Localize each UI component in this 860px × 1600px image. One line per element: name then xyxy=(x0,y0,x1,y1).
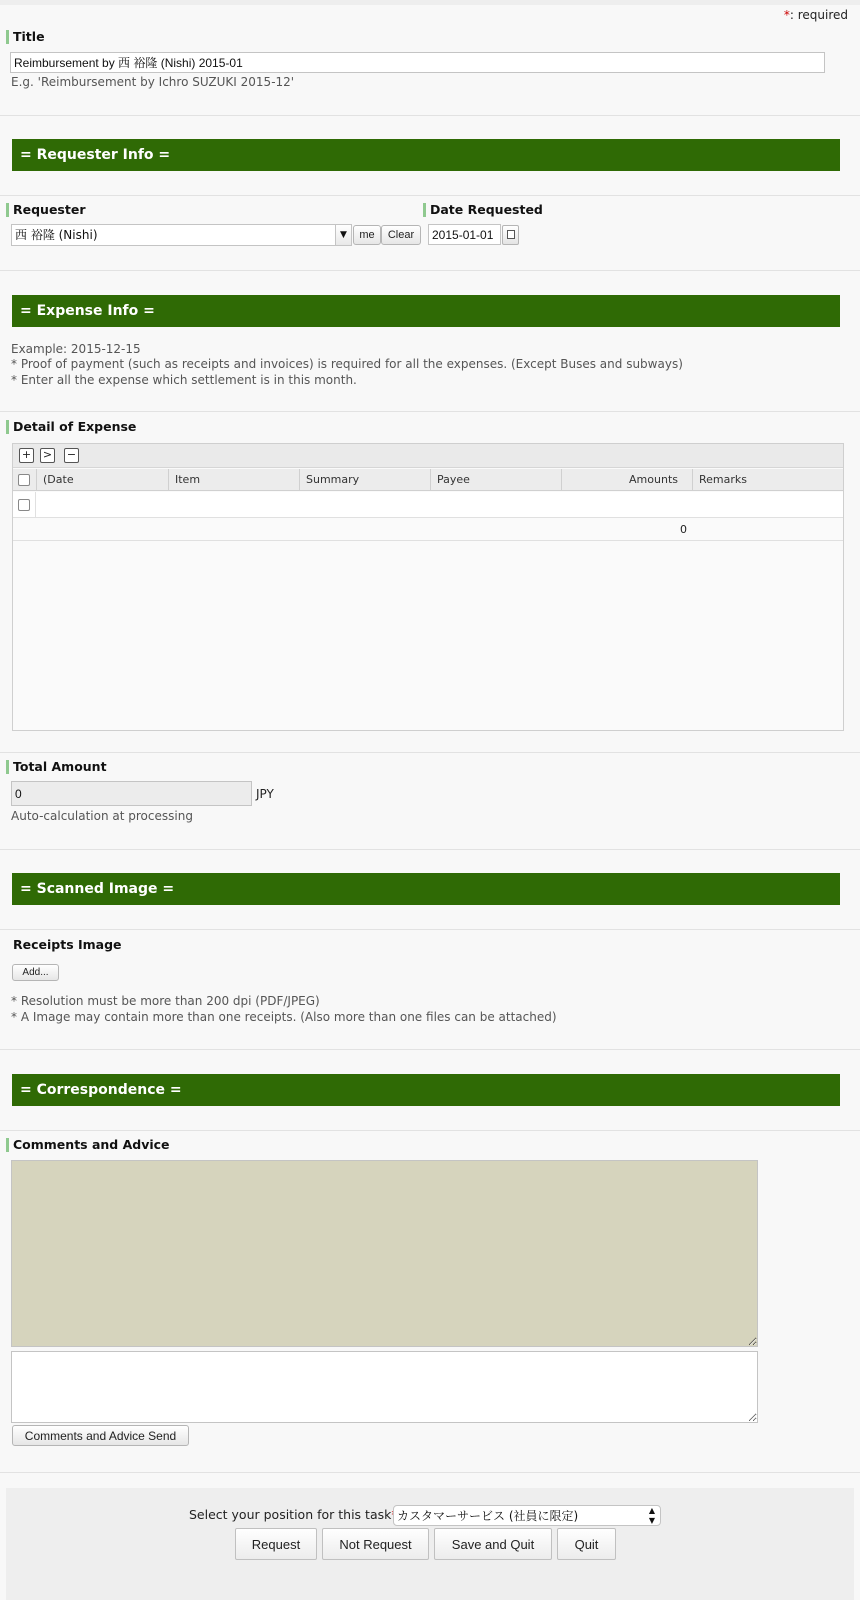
col-date: (Date xyxy=(36,469,168,491)
grid-header xyxy=(13,469,843,491)
updown-arrows-icon: ▲ ▼ xyxy=(648,1506,655,1525)
detail-label: Detail of Expense xyxy=(6,420,136,434)
top-band xyxy=(0,0,860,5)
required-text: : required xyxy=(789,8,848,22)
calendar-icon xyxy=(507,230,515,239)
comments-send-button[interactable]: Comments and Advice Send xyxy=(12,1425,189,1446)
divider xyxy=(0,1049,860,1050)
add-row-icon[interactable]: + xyxy=(19,448,34,463)
grid-total-row xyxy=(13,519,843,541)
divider xyxy=(0,1472,860,1473)
divider xyxy=(0,929,860,930)
request-button[interactable]: Request xyxy=(235,1528,317,1560)
receipts-label: Receipts Image xyxy=(13,937,122,952)
col-remarks: Remarks xyxy=(692,469,843,491)
save-and-quit-button[interactable]: Save and Quit xyxy=(434,1528,552,1560)
receipts-note-resolution: * Resolution must be more than 200 dpi (PDF/JPEG) xyxy=(11,994,320,1008)
section-expense-info: = Expense Info = xyxy=(12,295,840,327)
total-amount-hint: Auto-calculation at processing xyxy=(11,809,193,823)
insert-row-icon[interactable]: > xyxy=(40,448,55,463)
section-requester-info: = Requester Info = xyxy=(12,139,840,171)
title-hint: E.g. 'Reimbursement by Ichro SUZUKI 2015-12' xyxy=(11,75,295,89)
expense-grid xyxy=(12,443,844,731)
divider xyxy=(0,849,860,850)
col-payee: Payee xyxy=(430,469,561,491)
col-amounts: Amounts xyxy=(561,469,692,491)
requester-value: 西 裕隆 (Nishi) xyxy=(15,228,98,242)
divider xyxy=(0,752,860,753)
col-item: Item xyxy=(168,469,299,491)
select-all-checkbox[interactable] xyxy=(18,474,30,486)
divider xyxy=(0,411,860,412)
grid-total-value: 0 xyxy=(680,523,687,536)
comments-history xyxy=(11,1160,758,1347)
not-request-button[interactable]: Not Request xyxy=(322,1528,429,1560)
expense-example: Example: 2015-12-15 xyxy=(11,342,141,356)
quit-button[interactable]: Quit xyxy=(557,1528,616,1560)
divider xyxy=(0,115,860,116)
comments-input[interactable] xyxy=(11,1351,758,1423)
table-row[interactable] xyxy=(13,492,843,518)
expense-note-proof: * Proof of payment (such as receipts and invoices) is required for all the expenses. (Except Buses and subways) xyxy=(11,357,683,371)
position-label-text: Select your position for this task xyxy=(189,1507,392,1522)
position-label xyxy=(189,1507,398,1522)
required-note xyxy=(784,8,848,22)
col-summary: Summary xyxy=(299,469,430,491)
divider xyxy=(0,195,860,196)
title-label: Title xyxy=(6,30,45,44)
section-scanned-image: = Scanned Image = xyxy=(12,873,840,905)
divider xyxy=(0,1130,860,1131)
row-checkbox[interactable] xyxy=(18,499,30,511)
divider xyxy=(0,270,860,271)
requester-select[interactable] xyxy=(11,224,352,246)
clear-button[interactable]: Clear xyxy=(381,225,421,245)
expense-note-settlement: * Enter all the expense which settlement is in this month. xyxy=(11,373,357,387)
calendar-button[interactable] xyxy=(502,225,519,245)
total-amount-unit: JPY xyxy=(256,787,274,801)
chevron-down-icon[interactable]: ▼ xyxy=(335,225,351,245)
position-select-value: カスタマーサービス (社員に限定) xyxy=(397,1509,579,1523)
remove-row-icon[interactable]: − xyxy=(64,448,79,463)
grid-toolbar xyxy=(13,444,843,468)
requester-label: Requester xyxy=(6,203,86,217)
me-button[interactable]: me xyxy=(353,225,381,245)
section-correspondence: = Correspondence = xyxy=(12,1074,840,1106)
comments-label: Comments and Advice xyxy=(6,1138,170,1152)
position-select[interactable] xyxy=(393,1505,661,1526)
required-star: * xyxy=(783,8,790,22)
add-receipt-button[interactable]: Add... xyxy=(12,964,59,981)
row-divider xyxy=(35,492,36,518)
date-requested-label: Date Requested xyxy=(423,203,543,217)
total-amount-field xyxy=(11,781,252,806)
date-requested-input[interactable] xyxy=(428,224,501,245)
receipts-note-multiple: * A Image may contain more than one receipts. (Also more than one files can be attached) xyxy=(11,1010,557,1024)
title-input[interactable] xyxy=(10,52,825,73)
total-amount-label: Total Amount xyxy=(6,760,107,774)
